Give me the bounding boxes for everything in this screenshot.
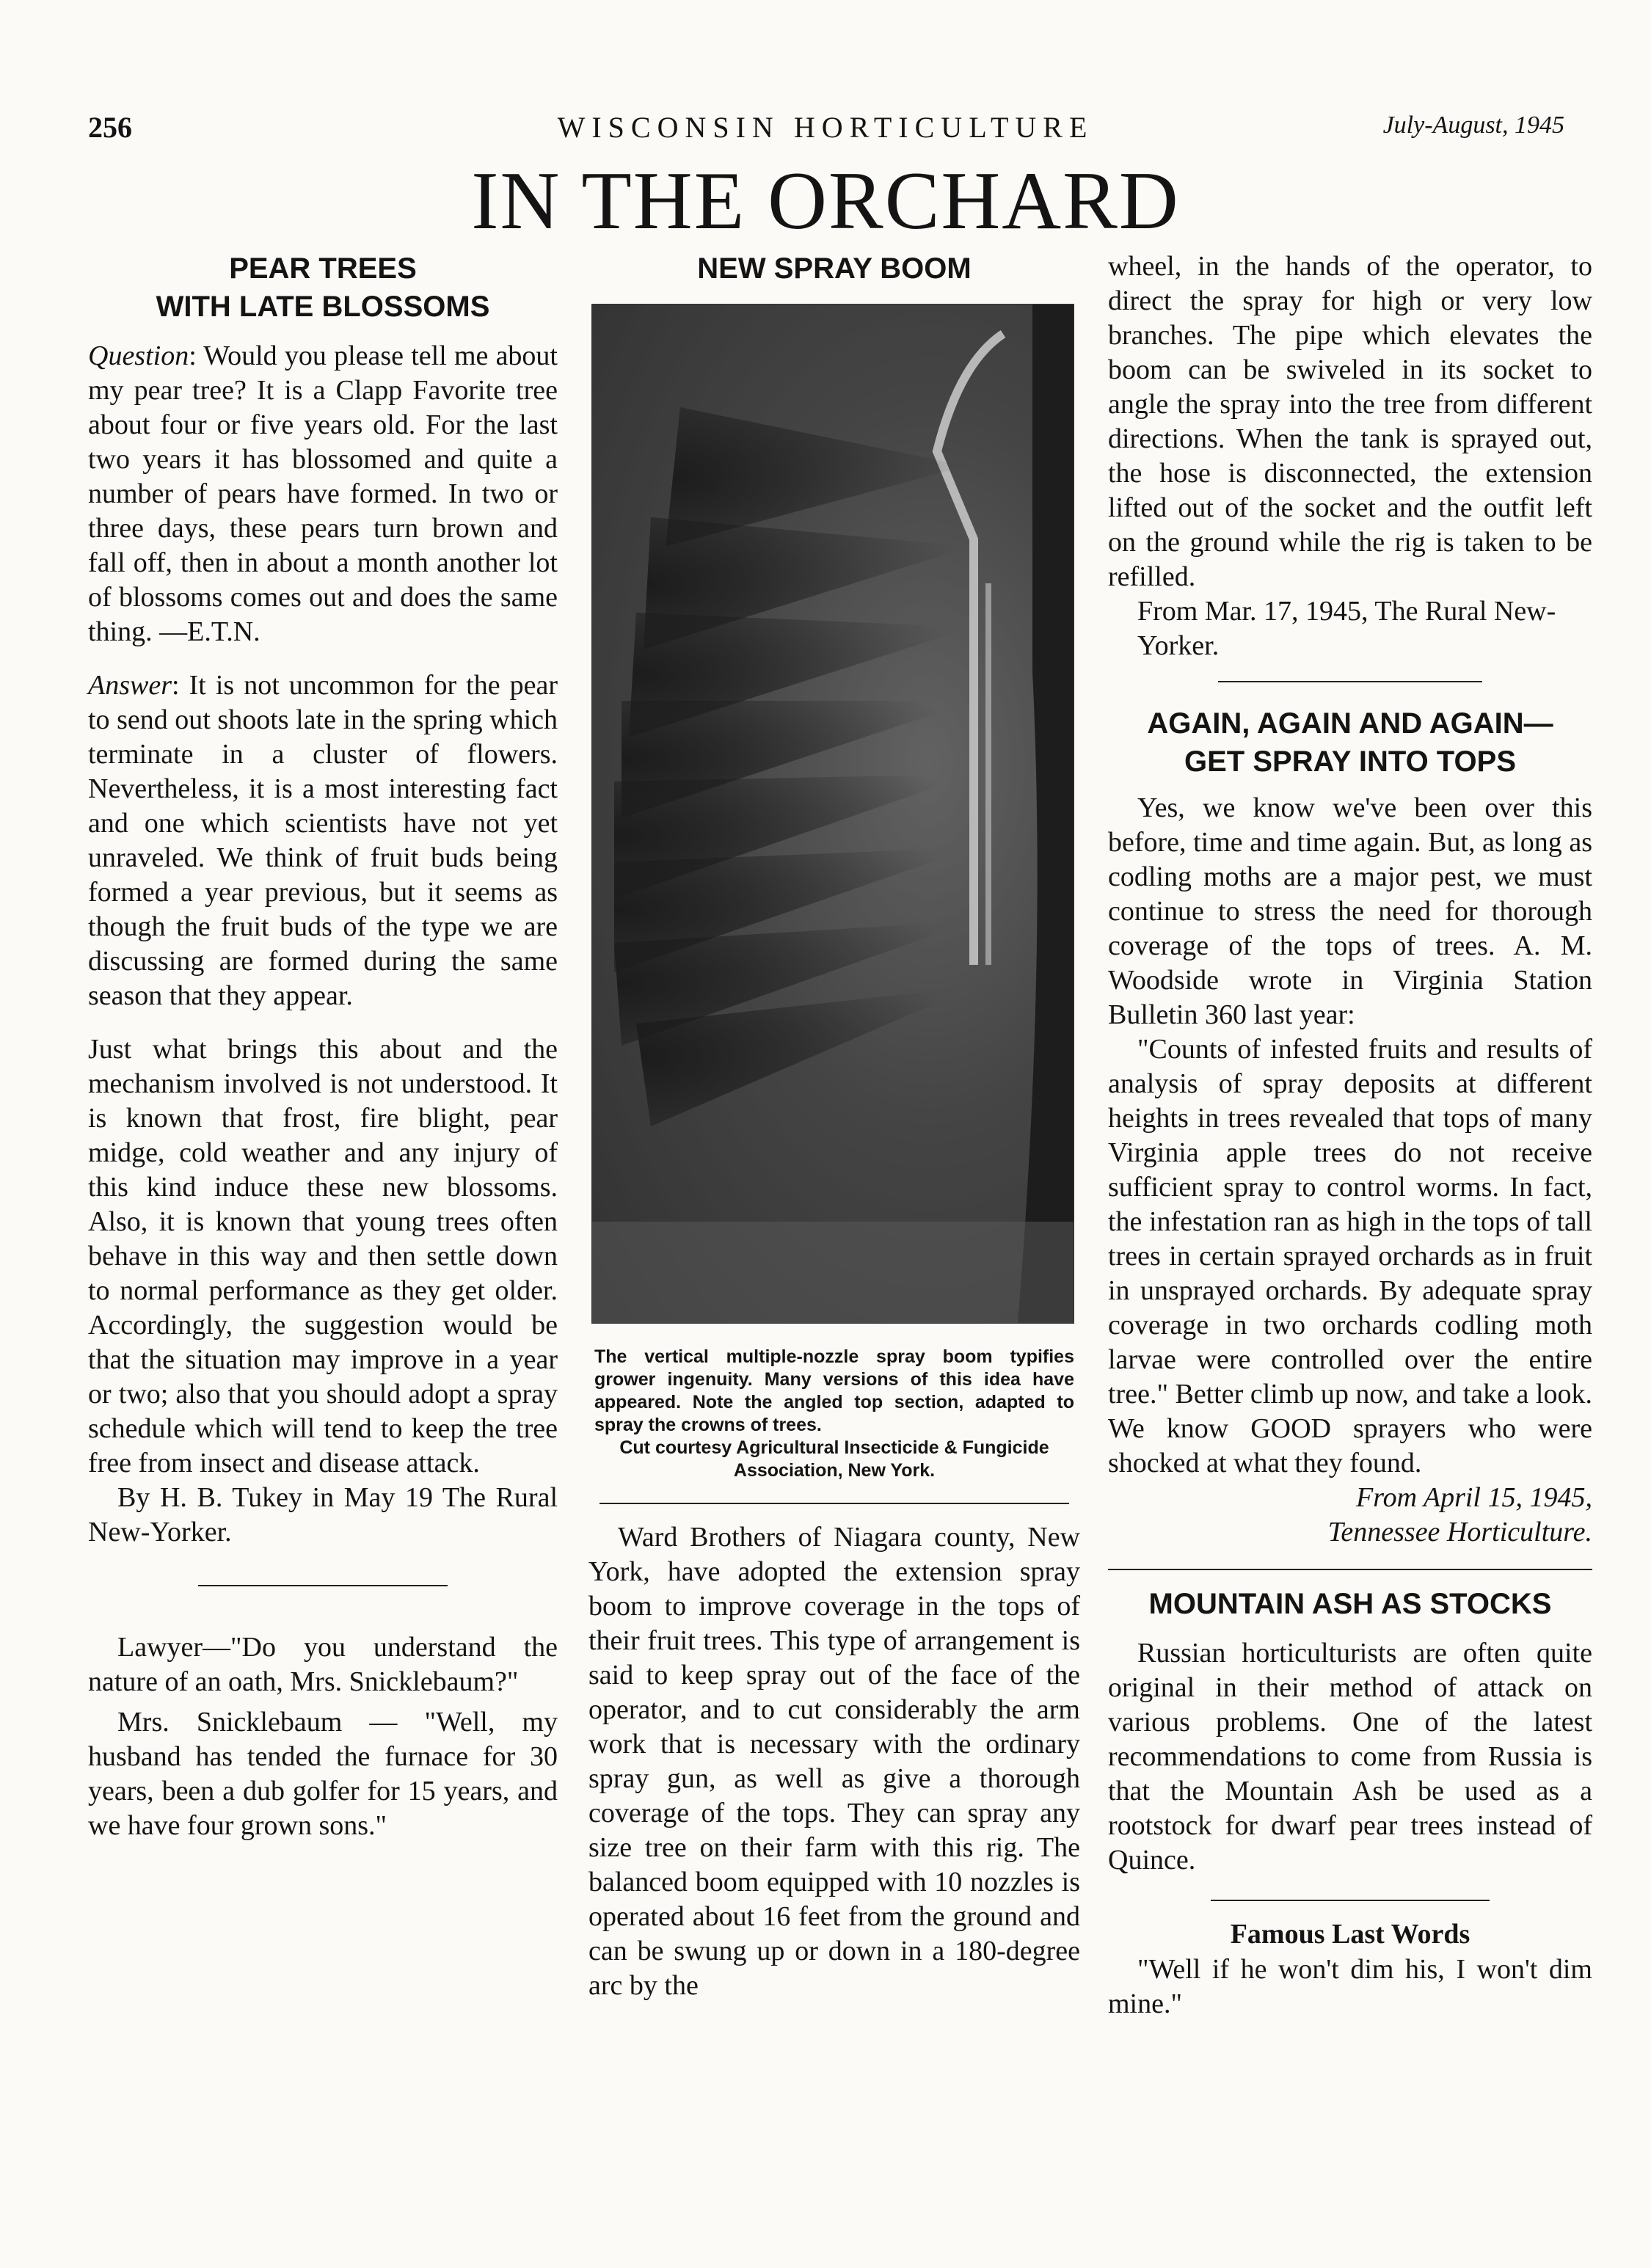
column-middle	[588, 249, 1080, 2003]
page-number: 256	[88, 111, 132, 144]
famous-text: "Well if he won't dim his, I won't dim mine."	[1108, 1954, 1592, 2019]
answer-paragraph	[88, 668, 558, 1013]
spray-boom-illustration	[592, 305, 1074, 1323]
again-source-line1: From April 15, 1945,	[1356, 1482, 1592, 1513]
spray-boom-continued: wheel, in the hands of the operator, to direct the spray for high or very low branches. The pipe which elevates the boom can be swiveled in its socket to angle the spray into the tree from different directions. When the tank is sprayed out, the hose is disconnected, the extension lifted out of the socket and the outfit left on the ground while the rig is taken to be refilled.	[1108, 251, 1592, 592]
pear-trees-heading-line2: WITH LATE BLOSSOMS	[156, 291, 490, 323]
caption-text: The vertical multiple-nozzle spray boom typifies grower ingenuity. Many versions of this idea have appeared. Note the angled top section, adapted to spray the crowns of trees.	[594, 1346, 1074, 1435]
spray-boom-photo	[591, 304, 1074, 1324]
pear-attribution: By H. B. Tukey in May 19 The Rural New-Yorker.	[88, 1482, 558, 1547]
column-right	[1108, 249, 1592, 2021]
spray-boom-source: From Mar. 17, 1945, The Rural New-Yorker.	[1137, 596, 1556, 661]
answer-text: : It is not uncommon for the pear to send out shoots late in the spring which terminate in a cluster of flowers. Nevertheless, it is a most interesting fact and one which scientists have not yet unraveled. We think of fruit buds being formed a year previous, but it seems as though the fruit buds of the type we are discussing are formed during the same season that they appear.	[88, 670, 558, 1011]
pear-trees-heading	[88, 249, 558, 326]
again-quote: "Counts of infested fruits and results of analysis of spray deposits at different heights in trees revealed that tops of many Virginia apple trees do not receive sufficient spray to control worms. In fact, the infestation ran as high in the tops of tall trees in certain sprayed orchards as in fruit in unsprayed orchards. By adequate spray coverage in two orchards codling moth larvae were controlled over the entire tree." Better climb up now, and take a look. We know GOOD sprayers who were shocked at what they found.	[1108, 1034, 1592, 1478]
again-heading-line1: AGAIN, AGAIN AND AGAIN—	[1147, 707, 1553, 740]
divider	[1108, 1569, 1592, 1570]
again-source-line2: Tennessee Horticulture.	[1327, 1517, 1592, 1547]
joke-lawyer: Lawyer—"Do you understand the nature of an oath, Mrs. Snicklebaum?"	[88, 1632, 558, 1697]
spray-boom-body: Ward Brothers of Niagara county, New York, have adopted the extension spray boom to improve coverage in the tops of their fruit trees. This type of arrangement is said to keep spray out of the face of the operator, and to cut considerably the arm work that is necessary with the ordinary spray gun, as well as give a thorough coverage of the tops. They can spray any size tree on their farm with this rig. The balanced boom equipped with 10 nozzles is operated about 16 feet from the ground and can be swung up or down in a 180-degree arc by the	[588, 1522, 1080, 2001]
famous-heading: Famous Last Words	[1230, 1919, 1470, 1950]
divider	[1211, 1900, 1490, 1901]
again-paragraph-1: Yes, we know we've been over this before, time and time again. But, as long as codling moths are a major pest, we must continue to stress the need for thorough coverage of the tops of trees. A. M. Woodside wrote in Virginia Station Bulletin 360 last year:	[1108, 792, 1592, 1030]
photo-caption	[594, 1346, 1074, 1482]
magazine-title: WISCONSIN HORTICULTURE	[557, 111, 1094, 144]
pear-trees-heading-line1: PEAR TREES	[229, 252, 417, 285]
question-label: Question	[88, 340, 189, 371]
question-paragraph	[88, 339, 558, 649]
issue-date: July-August, 1945	[1382, 112, 1564, 139]
mountain-ash-body: Russian horticulturists are often quite original in their method of attack on various problems. One of the latest recommendations to come from Russia is that the Mountain Ash be used as a rootstock for dwarf pear trees instead of Quince.	[1108, 1638, 1592, 1875]
mountain-ash-heading: MOUNTAIN ASH AS STOCKS	[1148, 1588, 1552, 1620]
spray-boom-heading: NEW SPRAY BOOM	[697, 252, 972, 285]
answer-label: Answer	[88, 670, 172, 701]
joke-reply: Mrs. Snicklebaum — "Well, my husband has tended the furnace for 30 years, been a dub golfer for 15 years, and we have four grown sons."	[88, 1707, 558, 1841]
divider	[1218, 681, 1482, 682]
section-title: IN THE ORCHARD	[471, 156, 1180, 247]
column-left	[88, 249, 558, 1843]
divider	[599, 1503, 1069, 1504]
question-text: : Would you please tell me about my pear tree? It is a Clapp Favorite tree about four or five years old. For the last two years it has blossomed and quite a number of pears have formed. In two or three days, these pears turn brown and fall off, then in about a month another lot of blossoms comes out and does the same thing. —E.T.N.	[88, 340, 558, 647]
again-heading-line2: GET SPRAY INTO TOPS	[1184, 745, 1516, 778]
divider	[198, 1585, 448, 1586]
again-heading	[1108, 704, 1592, 781]
caption-credit: Cut courtesy Agricultural Insecticide & Fungicide Association, New York.	[619, 1437, 1049, 1481]
pear-paragraph-3: Just what brings this about and the mechanism involved is not understood. It is known that frost, fire blight, pear midge, cold weather and any injury of this kind induce these new blossoms. Also, it is known that young trees often behave in this way and then settle down to normal performance as they get older. Accordingly, the suggestion would be that the situation may improve in a year or two; also that you should adopt a spray schedule which will tend to keep the tree free from insect and disease attack.	[88, 1034, 558, 1478]
running-header	[0, 110, 1651, 154]
